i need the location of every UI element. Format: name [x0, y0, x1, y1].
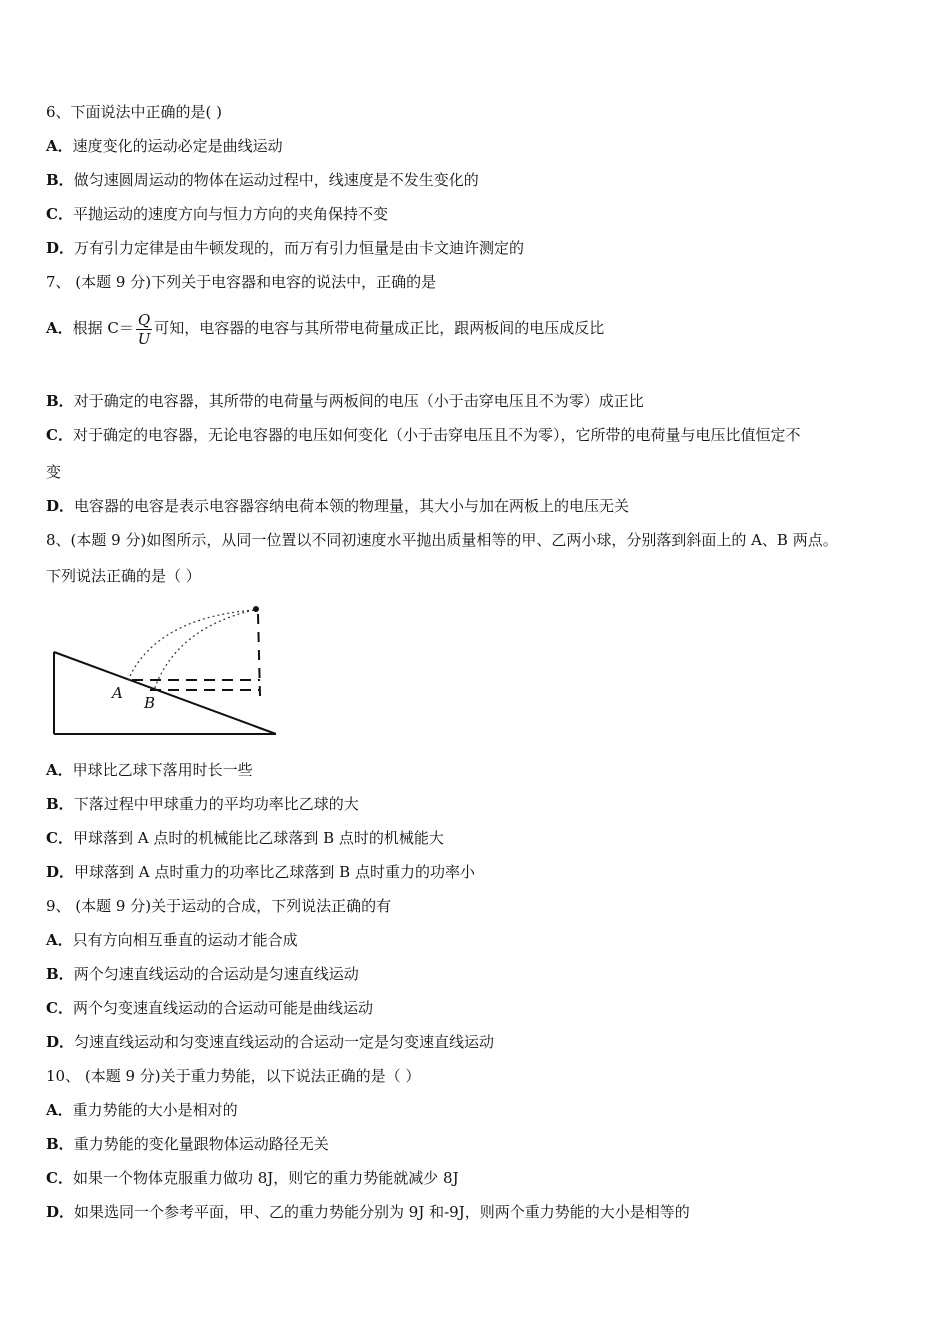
option-text: 重力势能的大小是相对的	[72, 1101, 238, 1119]
q8-option-b	[46, 794, 359, 814]
option-label: C．	[46, 999, 73, 1017]
option-text: 匀速直线运动和匀变速直线运动的合运动一定是匀变速直线运动	[74, 1033, 495, 1051]
q8-option-a	[46, 760, 253, 780]
q6-option-c	[46, 204, 388, 224]
q6-option-d	[46, 238, 524, 258]
trajectory-a	[128, 610, 254, 680]
option-text: 甲球落到 A 点时重力的功率比乙球落到 B 点时重力的功率小	[74, 863, 475, 881]
option-text: 重力势能的变化量跟物体运动路径无关	[73, 1135, 329, 1153]
option-prefix: 根据 C＝	[72, 319, 134, 337]
q7-option-c-cont	[46, 462, 61, 482]
option-text: 下落过程中甲球重力的平均功率比乙球的大	[73, 795, 359, 813]
option-label: A．	[46, 1101, 73, 1119]
q10-option-b	[46, 1134, 329, 1154]
option-label: B．	[46, 1135, 74, 1153]
option-label: C．	[46, 829, 73, 847]
option-text: 甲球落到 A 点时的机械能比乙球落到 B 点时的机械能大	[72, 829, 444, 847]
q9-option-b	[46, 964, 359, 984]
q10-stem: 10、 (本题 9 分)关于重力势能，以下说法正确的是（ ）	[46, 1067, 421, 1085]
q9-stem: 9、 (本题 9 分)关于运动的合成，下列说法正确的有	[46, 897, 392, 915]
option-text: 两个匀变速直线运动的合运动可能是曲线运动	[72, 999, 373, 1017]
q10-option-a	[46, 1100, 238, 1120]
point-a-label: A	[112, 684, 123, 702]
q7-option-c	[46, 425, 800, 445]
q8-stem-line1: 8、(本题 9 分)如图所示，从同一位置以不同初速度水平抛出质量相等的甲、乙两小球，分别落到斜面上的 A、B 两点。	[46, 531, 838, 549]
capacitance-formula	[136, 311, 152, 348]
incline-slope	[54, 652, 276, 734]
option-label: B．	[46, 795, 74, 813]
q8-option-d	[46, 862, 475, 882]
launch-point	[253, 606, 259, 612]
option-text: 万有引力定律是由牛顿发现的，而万有引力恒量是由卡文迪许测定的	[74, 239, 525, 257]
formula-numerator: Q	[137, 310, 151, 329]
option-text: 只有方向相互垂直的运动才能合成	[72, 931, 298, 949]
point-b-label: B	[144, 694, 156, 712]
option-label: D．	[46, 239, 75, 257]
q6-option-b	[46, 170, 479, 190]
option-text: 对于确定的电容器，无论电容器的电压如何变化（小于击穿电压且不为零），它所带的电荷量与电压比值恒定不	[72, 426, 801, 444]
q6-stem: 6、下面说法中正确的是( )	[46, 103, 223, 121]
option-text: 对于确定的电容器，其所带的电荷量与两板间的电压（小于击穿电压且不为零）成正比	[73, 392, 644, 410]
option-text: 做匀速圆周运动的物体在运动过程中，线速度是不发生变化的	[73, 171, 479, 189]
q7-option-b	[46, 391, 644, 411]
q8-option-c	[46, 828, 444, 848]
option-label: A．	[46, 931, 73, 949]
option-label: D．	[46, 863, 75, 881]
option-text: 两个匀速直线运动的合运动是匀速直线运动	[73, 965, 359, 983]
option-label: D．	[46, 1033, 75, 1051]
q9-option-a	[46, 930, 298, 950]
option-label: A．	[46, 761, 73, 779]
option-text: 如果一个物体克服重力做功 8J，则它的重力势能就减少 8J	[72, 1169, 459, 1187]
q9-option-d	[46, 1032, 494, 1052]
q10-option-c	[46, 1168, 459, 1188]
option-label: D．	[46, 497, 75, 515]
q8-stem-line2: 下列说法正确的是（ ）	[46, 567, 201, 585]
option-text: 电容器的电容是表示电容器容纳电荷本领的物理量，其大小与加在两板上的电压无关	[74, 497, 630, 515]
q10-option-d	[46, 1202, 690, 1222]
option-text: 平抛运动的速度方向与恒力方向的夹角保持不变	[72, 205, 388, 223]
option-label: B．	[46, 965, 74, 983]
option-label: D．	[46, 1203, 75, 1221]
option-label: A．	[46, 137, 73, 155]
option-text: 变	[46, 463, 62, 481]
option-label: C．	[46, 1169, 73, 1187]
trajectory-b	[154, 610, 254, 690]
q6-option-a	[46, 136, 283, 156]
option-text: 可知，电容器的电容与其所带电荷量成正比，跟两板间的电压成反比	[154, 319, 605, 337]
q7-stem: 7、 (本题 9 分)下列关于电容器和电容的说法中，正确的是	[46, 273, 437, 291]
option-text: 甲球比乙球下落用时长一些	[72, 761, 253, 779]
q9-option-c	[46, 998, 373, 1018]
vertical-dashed-line	[258, 614, 260, 696]
q7-option-d	[46, 496, 629, 516]
option-label: A．	[46, 319, 73, 337]
option-label: B．	[46, 171, 74, 189]
option-text: 速度变化的运动必定是曲线运动	[72, 137, 283, 155]
formula-denominator: U	[137, 329, 151, 348]
q7-option-a	[46, 310, 604, 348]
option-label: C．	[46, 426, 73, 444]
option-text: 如果选同一个参考平面，甲、乙的重力势能分别为 9J 和-9J，则两个重力势能的大小是相等的	[74, 1203, 690, 1221]
option-label: B．	[46, 392, 74, 410]
option-label: C．	[46, 205, 73, 223]
incline-projectile-figure	[46, 600, 286, 742]
